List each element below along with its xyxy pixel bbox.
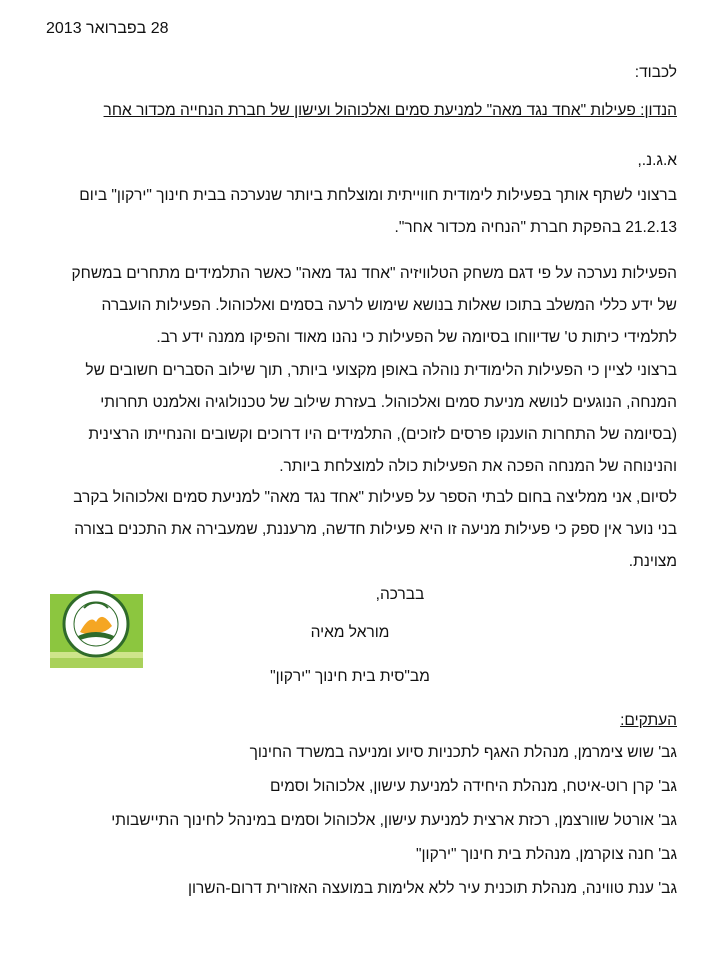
paragraph-3: ברצוני לציין כי הפעילות הלימודית נוהלה באופן מקצועי ביותר, תוך שילוב הסברים חשובים של המנחה, הנוגעים לנושא מניעת סמים ואלכוהול. בעזרת שילוב של טכנולוגיה ואלמנט תחרותי (בסיומה של התחרות הוענקו פרסים לזוכים), התלמידים היו דרוכים וקשובים והנחייתו הרצינית והנינוחה של המנחה הפכה את הפעילות כולה למוצלחת ביותר. <box>85 362 677 475</box>
cc-item: גב' קרן רוט-איטח, מנהלת היחידה למניעת עישון, אלכוהול וסמים <box>269 778 677 795</box>
cc-title: העתקים: <box>620 712 677 729</box>
letter-subject: הנדון: פעילות "אחד נגד מאה" למניעת סמים ואלכוהול ועישון של חברת הנחייה מכדור אחר <box>103 102 677 119</box>
signer-title: מב"סית בית חינוך "ירקון" <box>270 668 430 685</box>
letter-greeting: א.ג.נ., <box>637 152 677 169</box>
letter-recipient: לכבוד: <box>634 64 677 81</box>
cc-item: גב' חנה צוקרמן, מנהלת בית חינוך "ירקון" <box>416 846 677 863</box>
cc-item: גב' אורטל שוורצמן, רכזת ארצית למניעת עישון, אלכוהול וסמים במינהל לחינוך התיישבותי <box>111 812 677 829</box>
school-logo <box>50 588 143 668</box>
closing: בברכה, <box>375 586 425 603</box>
signer-name: מוראל מאיה <box>310 624 390 641</box>
paragraph-2: הפעילות נערכה על פי דגם משחק הטלוויזיה "אחד נגד מאה" כאשר התלמידים מתחרים במשחק של ידע כללי המשלב בתוכו שאלות בנושא שימוש לרעה בסמים ואלכוהול. הפעילות הועברה לתלמידי כיתות ט' שדיווחו בסיומה של הפעילות כי נהנו מאוד והפיקו ממנה ידע רב. <box>71 265 677 346</box>
paragraph-4: לסיום, אני ממליצה בחום לבתי הספר על פעילות "אחד נגד מאה" למניעת סמים ואלכוהול בקרב בני נוער אין ספק כי פעילות מניעה זו היא פעילות חדשה, מרעננת, שמעבירה את התכנים בצורה מצוינת. <box>73 489 677 570</box>
cc-item: גב' ענת טווינה, מנהלת תוכנית עיר ללא אלימות במועצה האזורית דרום-השרון <box>187 880 677 897</box>
letter-date: 28 בפברואר 2013 <box>46 20 169 37</box>
paragraph-1: ברצוני לשתף אותך בפעילות לימודית חווייתית ומוצלחת ביותר שנערכה בבית חינוך "ירקון" ביום 21.2.13 בהפקת חברת "הנחיה מכדור אחר". <box>79 187 677 236</box>
cc-item: גב' שוש צימרמן, מנהלת האגף לתכניות סיוע ומניעה במשרד החינוך <box>249 744 677 761</box>
